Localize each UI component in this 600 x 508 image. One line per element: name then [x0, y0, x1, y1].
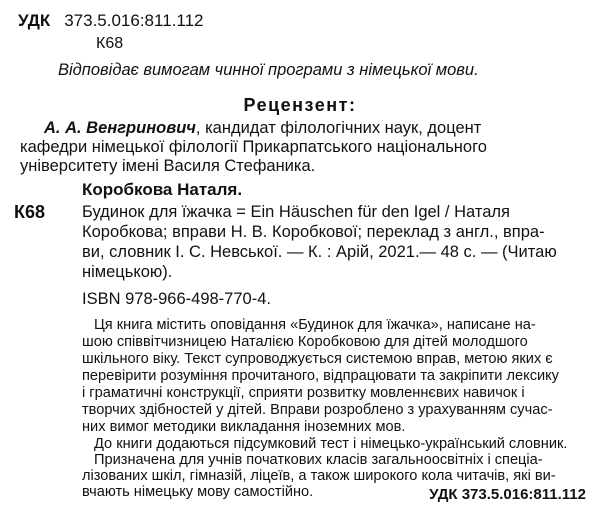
bib-line-2: Коробкова; вправи Н. В. Коробкової; переклад з англ., впра- [82, 223, 545, 241]
isbn: ISBN 978-966-498-770-4. [82, 290, 271, 308]
udk-label: УДК [18, 11, 51, 30]
reviewer-line-1-text: , кандидат філологічних наук, доцент [195, 119, 482, 137]
bib-line-4: німецькою). [82, 263, 173, 281]
annotation-line-7: них вимог методики викладання іноземних мов. [82, 419, 406, 435]
annotation-line-11: вчають німецьку мову самостійно. [82, 484, 314, 500]
compliance-note: Відповідає вимогам чинної програми з німецької мови. [58, 61, 479, 79]
bib-line-1: Будинок для їжачка = Ein Häuschen für den Igel / Наталя [82, 203, 510, 221]
udk-code: 373.5.016:811.112 [64, 11, 204, 30]
bib-line-3: ви, словник І. С. Невської. — К. : Арій, 2021.— 48 с. — (Читаю [82, 243, 557, 261]
classification-mark: К68 [14, 202, 46, 222]
annotation-line-9: Призначена для учнів початкових класів загальноосвітніх і спеціа- [94, 452, 543, 468]
annotation-line-3: шкільного віку. Текст супроводжується системою вправ, метою яких є [82, 351, 553, 367]
reviewer-name: А. А. Венгринович [44, 119, 196, 137]
reviewer-line-1 [44, 120, 481, 137]
annotation-line-2: шою співвітчизницею Наталією Коробковою для дітей молодшого [82, 334, 528, 350]
annotation-line-4: перевірити розуміння прочитаного, відпрацювати та закріпити лексику [82, 368, 559, 384]
annotation-line-5: і граматичні конструкції, сприяти розвитку мовленнєвих навичок і [82, 385, 525, 401]
udk-footer: УДК 373.5.016:811.112 [429, 486, 586, 503]
udk-header [18, 12, 203, 29]
author-heading: Коробкова Наталя. [82, 180, 243, 199]
reviewer-line-3: університету імені Василя Стефаника. [20, 157, 316, 175]
annotation-line-8: До книги додаються підсумковий тест і німецько-український словник. [94, 436, 568, 452]
author-sign: К68 [96, 35, 124, 52]
annotation-line-10: лізованих шкіл, гімназій, ліцеїв, а також широкого кола читачів, які ви- [82, 468, 556, 484]
reviewer-heading: Рецензент: [243, 95, 357, 115]
annotation-line-1: Ця книга містить оповідання «Будинок для їжачка», написане на- [94, 317, 536, 333]
annotation-line-6: творчих здібностей у дітей. Вправи розроблено з урахуванням сучас- [82, 402, 553, 418]
reviewer-line-2: кафедри німецької філології Прикарпатського національного [20, 138, 487, 156]
